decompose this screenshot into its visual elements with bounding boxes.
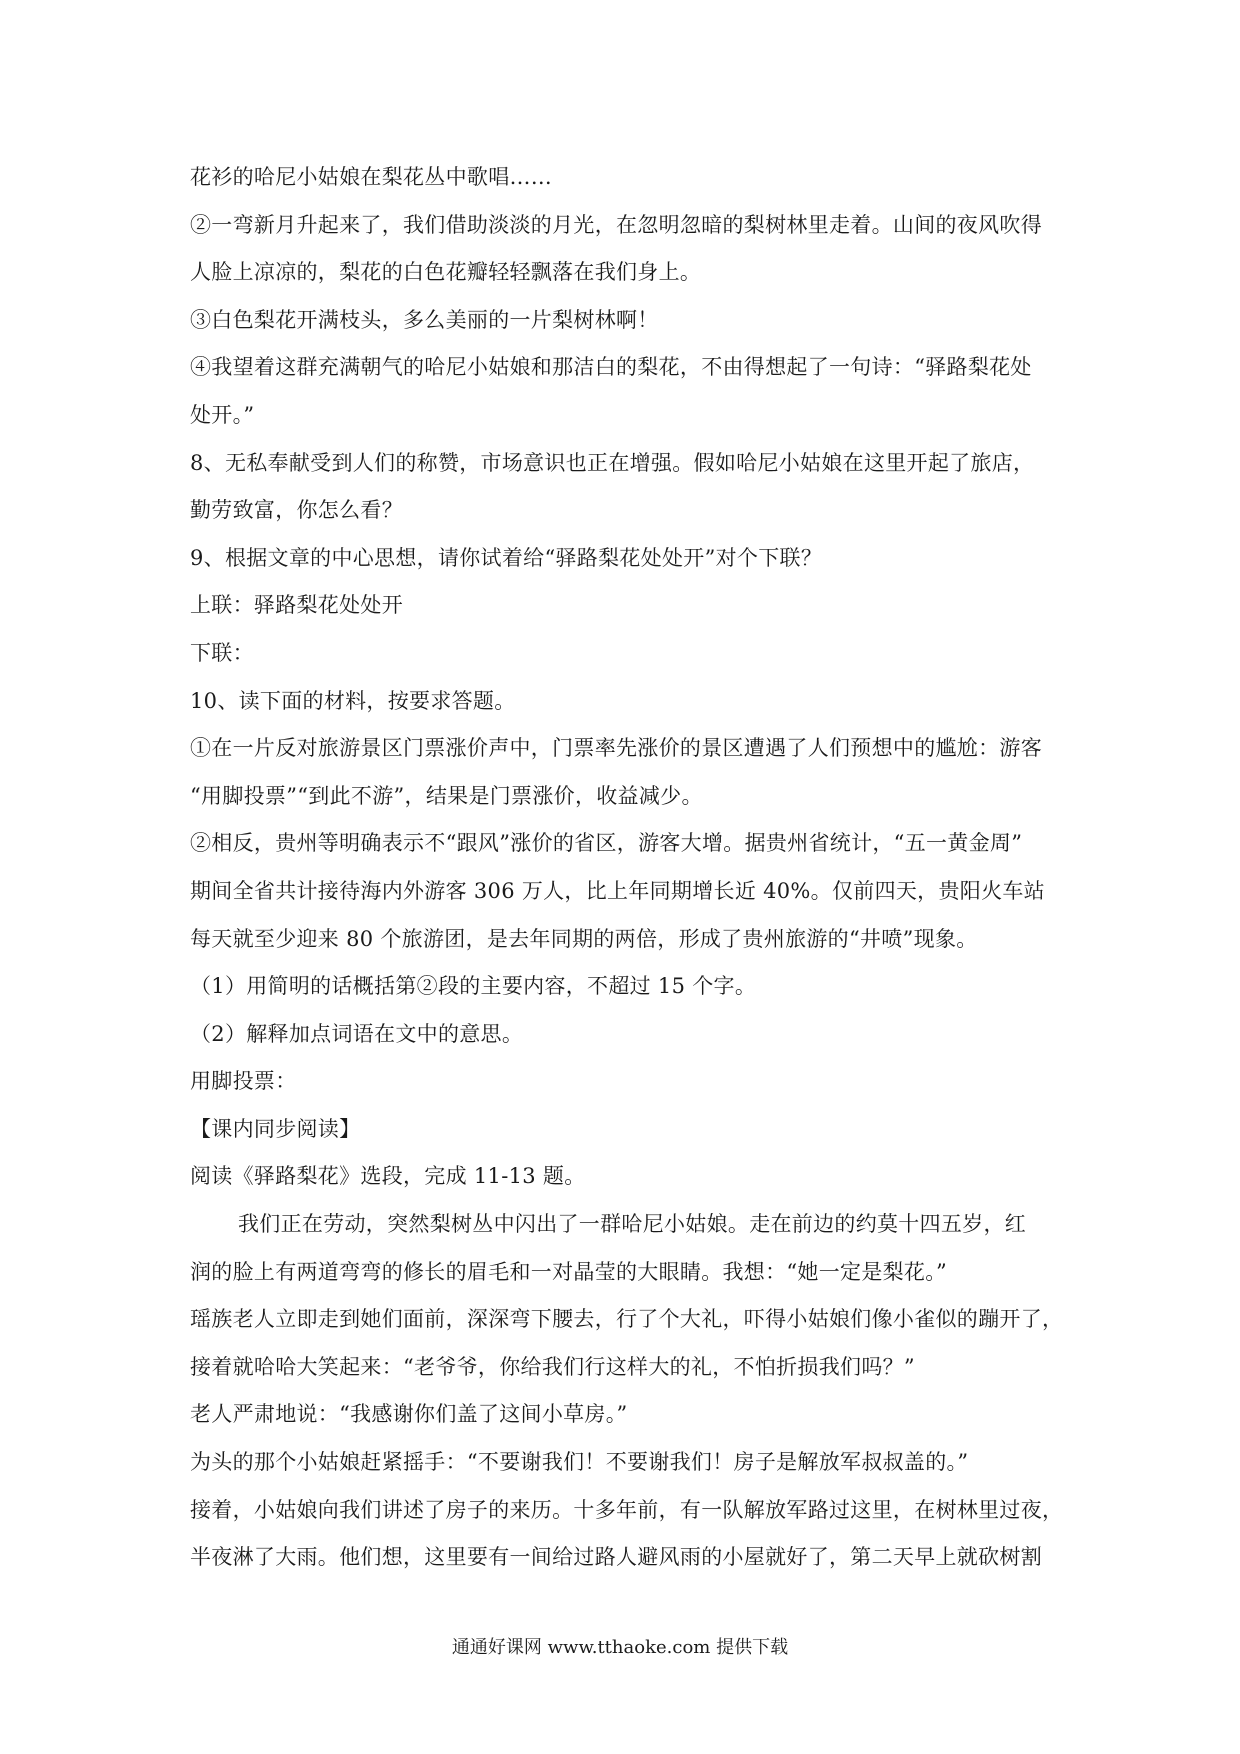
text-line: 我们正在劳动，突然梨树丛中闪出了一群哈尼小姑娘。走在前边的约莫十四五岁，红: [238, 1212, 1027, 1237]
text-line: 人脸上凉凉的，梨花的白色花瓣轻轻飘落在我们身上。: [190, 260, 702, 285]
reading-instruction: 阅读《驿路梨花》选段，完成 11-13 题。: [190, 1164, 586, 1189]
text-line: 接着就哈哈大笑起来：“老爷爷，你给我们行这样大的礼，不怕折损我们吗？”: [190, 1354, 915, 1379]
sub-question-1: （1）用简明的话概括第②段的主要内容，不超过 15 个字。: [190, 974, 757, 999]
document-body: [190, 154, 1070, 1582]
text-line: “用脚投票”“到此不游”，结果是门票涨价，收益减少。: [190, 783, 703, 808]
question-8: 8、无私奉献受到人们的称赞，市场意识也正在增强。假如哈尼小姑娘在这里开起了旅店，: [190, 450, 1035, 475]
text-line: 半夜淋了大雨。他们想，这里要有一间给过路人避风雨的小屋就好了，第二天早上就砍树割: [190, 1545, 1042, 1570]
page-footer: 通通好课网 www.tthaoke.com 提供下载: [451, 1637, 789, 1658]
text-line: ①在一片反对旅游景区门票涨价声中，门票率先涨价的景区遭遇了人们预想中的尴尬：游客: [190, 736, 1042, 761]
question-9: 9、根据文章的中心思想，请你试着给“驿路梨花处处开”对个下联？: [190, 545, 823, 570]
text-line: 接着，小姑娘向我们讲述了房子的来历。十多年前，有一队解放军路过这里，在树林里过夜，: [190, 1497, 1064, 1522]
text-line: 勤劳致富，你怎么看？: [190, 498, 403, 523]
text-line: 为头的那个小姑娘赶紧摇手：“不要谢我们！不要谢我们！房子是解放军叔叔盖的。”: [190, 1450, 969, 1475]
text-line: 花衫的哈尼小姑娘在梨花丛中歌唱……: [190, 165, 553, 189]
text-line: ②一弯新月升起来了，我们借助淡淡的月光，在忽明忽暗的梨树林里走着。山间的夜风吹得: [190, 212, 1042, 237]
sub-question-2: （2）解释加点词语在文中的意思。: [190, 1021, 524, 1046]
text-line: 处开。”: [190, 402, 255, 427]
question-10: 10、读下面的材料，按要求答题。: [190, 688, 516, 713]
text-line: 期间全省共计接待海内外游客 306 万人，比上年同期增长近 40%。仅前四天，贵阳火车站: [190, 878, 1045, 903]
section-heading: 【课内同步阅读】: [190, 1116, 361, 1141]
text-line: ③白色梨花开满枝头，多么美丽的一片梨树林啊！: [190, 307, 659, 332]
text-line: ②相反，贵州等明确表示不“跟风”涨价的省区，游客大增。据贵州省统计，“五一黄金周”: [190, 831, 1023, 856]
text-line: 润的脸上有两道弯弯的修长的眉毛和一对晶莹的大眼睛。我想：“她一定是梨花。”: [190, 1259, 948, 1284]
text-line: 用脚投票：: [190, 1069, 297, 1094]
upper-couplet: 上联：驿路梨花处处开: [190, 593, 403, 618]
text-line: 老人严肃地说：“我感谢你们盖了这间小草房。”: [190, 1402, 628, 1427]
text-line: 每天就至少迎来 80 个旅游团，是去年同期的两倍，形成了贵州旅游的“井喷”现象。: [190, 926, 978, 951]
text-line: ④我望着这群充满朝气的哈尼小姑娘和那洁白的梨花，不由得想起了一句诗：“驿路梨花处: [190, 355, 1032, 380]
lower-couplet: 下联：: [190, 640, 254, 665]
text-line: 瑶族老人立即走到她们面前，深深弯下腰去，行了个大礼，吓得小姑娘们像小雀似的蹦开了，: [190, 1307, 1064, 1332]
